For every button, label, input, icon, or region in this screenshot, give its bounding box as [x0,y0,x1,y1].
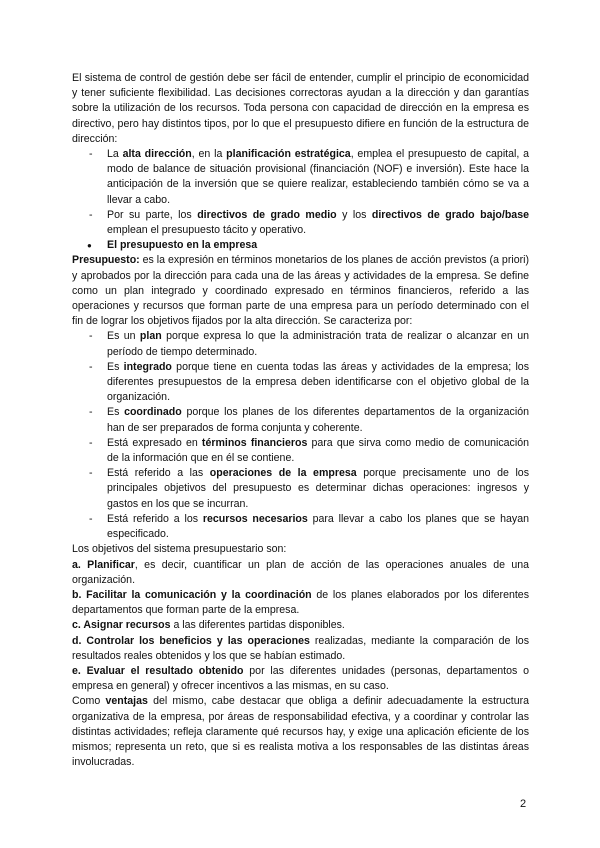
objetivos-intro: Los objetivos del sistema presupuestario son: [72,543,287,556]
list-item-directivos-medio-bajo: - Por su parte, los directivos de grado medio y los directivos de grado bajo/base emplean el presupuesto tácito y operativo. [72,208,529,238]
list-item-alta-direccion: - La alta dirección, en la planificación estratégica, emplea el presupuesto de capital, a modo de balance de situación provisional (financiación (NOF) e inversión). Este hace la anticipación de la inversión que se quiere realizar, estableciendo también cómo se va a llevar a cabo. [72,147,529,208]
section-heading: ● El presupuesto en la empresa [72,238,529,253]
objetivo-comunicacion: b. Facilitar la comunicación y la coordinación de los planes elaborados por los diferentes departamentos que forman parte de la empresa. [72,588,529,617]
list-item-operaciones: - Está referido a las operaciones de la empresa porque precisamente uno de los principales objetivos del presupuesto es determinar dichas operaciones: ingresos y gastos en los que se incurran. [72,466,529,512]
page-number: 2 [520,798,527,810]
list-item-coordinado: - Es coordinado porque los planes de los diferentes departamentos de la organización han de ser preparados de forma conjunta y coherente. [72,405,529,435]
objetivo-asignar-recursos: c. Asignar recursos a las diferentes partidas disponibles. [72,619,345,632]
objetivo-controlar: d. Controlar los beneficios y las operaciones realizadas, mediante la comparación de los resultados reales obtenidos y los que se habían estimado. [72,634,529,662]
presupuesto-definition: Presupuesto: es la expresión en términos monetarios de los planes de acción previstos (a priori) y aprobados por la dirección para cada una de las áreas y actividades de la empresa. Se define como un plan integrado y coordinado expresado en términos financieros, referido a las operaciones y recursos que forman parte de una empresa para un período determinado con el fin de lograr los objetivos fijados por la alta dirección. Se caracteriza por: [72,254,529,328]
list-item-terminos-financieros: - Está expresado en términos financieros para que sirva como medio de comunicación de la información que en él se contiene. [72,436,529,466]
document-page [72,71,529,770]
ventajas-paragraph: Como ventajas del mismo, cabe destacar que obliga a definir adecuadamente la estructura organizativa de la empresa, por áreas de responsabilidad efectiva, y a coordinar y controlar las distintas actividades; refleja claramente qué recursos hay, y exige una aplicación eficiente de los mismos; representa un reto, que si es realista motiva a los responsables de las distintas áreas involucradas. [72,695,530,769]
objetivo-planificar: a. Planificar, es decir, cuantificar un plan de acción de las operaciones anuales de una organización. [72,558,529,586]
list-item-recursos: - Está referido a los recursos necesarios para llevar a cabo los planes que se hayan especificado. [72,512,529,542]
objetivo-evaluar: e. Evaluar el resultado obtenido por las diferentes unidades (personas, departamentos o empresa en general) y ofrecer incentivos a las mismas, en su caso. [72,664,529,693]
intro-paragraph: El sistema de control de gestión debe ser fácil de entender, cumplir el principio de economicidad y tener suficiente flexibilidad. Las decisiones correctoras ayudan a la dirección y dan garantías sobre la utilización de los recursos. Toda persona con capacidad de dirección en la empresa es directivo, pero hay distintos tipos, por lo que el presupuesto difiere en función de la estructura de dirección: [72,72,529,145]
list-item-plan: - Es un plan porque expresa lo que la administración trata de realizar o alcanzar en un período de tiempo determinado. [72,329,529,359]
list-item-integrado: - Es integrado porque tiene en cuenta todas las áreas y actividades de la empresa; los diferentes presupuestos de la empresa deben identificarse con el objetivo global de la organización. [72,360,529,406]
